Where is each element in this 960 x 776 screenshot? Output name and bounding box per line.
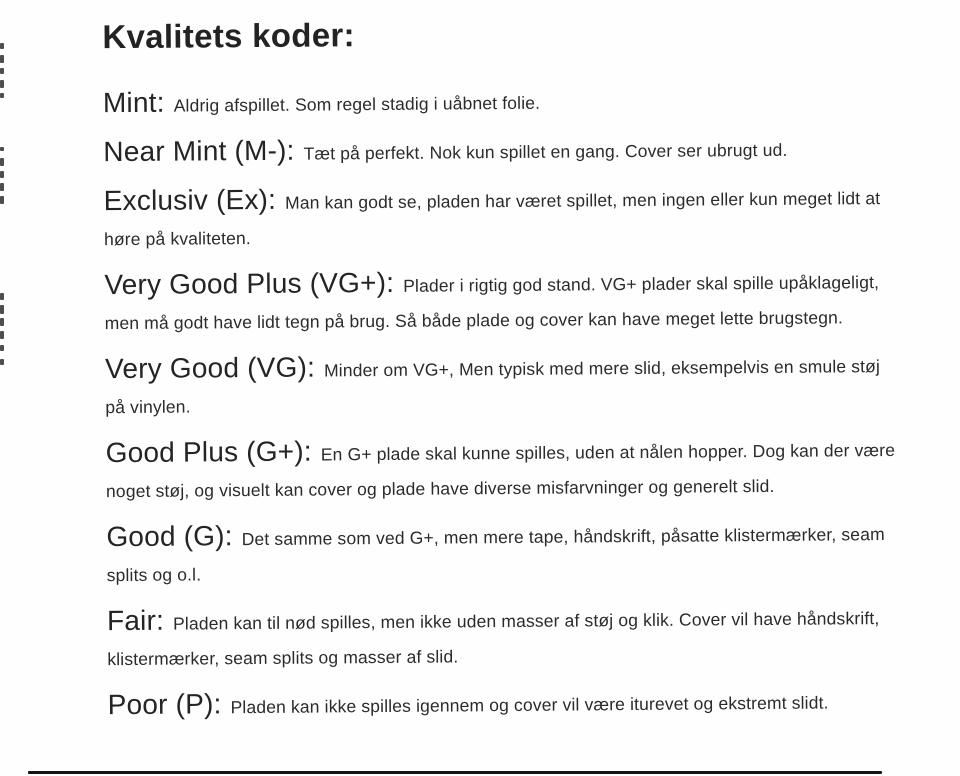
grade-desc-exclusiv: Man kan godt se, pladen har været spillet, men ingen eller kun meget lidt at høre på kvaliteten. (103, 188, 881, 250)
section-fair (107, 597, 905, 677)
section-exclusiv (104, 177, 902, 257)
grade-term-near-mint: Near Mint (M-): (103, 134, 295, 168)
grade-term-very-good-plus: Very Good Plus (VG+): (104, 266, 395, 301)
scan-bottom-edge (28, 771, 882, 774)
section-good-plus (106, 429, 904, 509)
grade-desc-very-good: Minder om VG+, Men typisk med mere slid, eksempelvis en smule støj på vinylen. (105, 356, 881, 418)
section-near-mint (103, 128, 900, 173)
section-good (106, 513, 904, 593)
section-very-good (105, 345, 903, 425)
page-title: Kvalitets koder: (102, 16, 355, 56)
grade-term-good: Good (G): (106, 520, 233, 553)
grade-desc-mint: Aldrig afspillet. Som regel stadig i uåbnet folie. (173, 92, 541, 116)
section-very-good-plus (104, 261, 902, 341)
grade-term-good-plus: Good Plus (G+): (105, 435, 312, 469)
grade-term-mint: Mint: (102, 86, 165, 119)
grade-desc-good: Det samme som ved G+, men mere tape, håndskrift, påsatte klistermærker, seam splits og o.l. (106, 524, 885, 586)
grade-desc-poor: Pladen kan ikke spilles igennem og cover vil være iturevet og ekstremt slidt. (230, 692, 829, 718)
grade-term-exclusiv: Exclusiv (Ex): (103, 183, 277, 217)
grade-term-poor: Poor (P): (107, 688, 222, 721)
grade-desc-very-good-plus: Plader i rigtig god stand. VG+ plader skal spille upåklageligt, men må godt have lidt tegn på brug. Så både plade og cover kan have meget lette brugstegn. (104, 272, 880, 334)
grade-desc-near-mint: Tæt på perfekt. Nok kun spillet en gang. Cover ser ubrugt ud. (303, 139, 788, 164)
section-mint (103, 79, 900, 124)
section-poor (108, 681, 905, 726)
grade-term-very-good: Very Good (VG): (104, 351, 316, 385)
grade-term-fair: Fair: (106, 604, 165, 637)
grade-desc-fair: Pladen kan til nød spilles, men ikke uden masser af støj og klik. Cover vil have håndskrift, klistermærker, seam splits og masser af slid. (107, 608, 880, 670)
grade-desc-good-plus: En G+ plade skal kunne spilles, uden at nålen hopper. Dog kan der være noget støj, og visuelt kan cover og plade have diverse misfarvninger og generelt slid. (105, 439, 896, 502)
